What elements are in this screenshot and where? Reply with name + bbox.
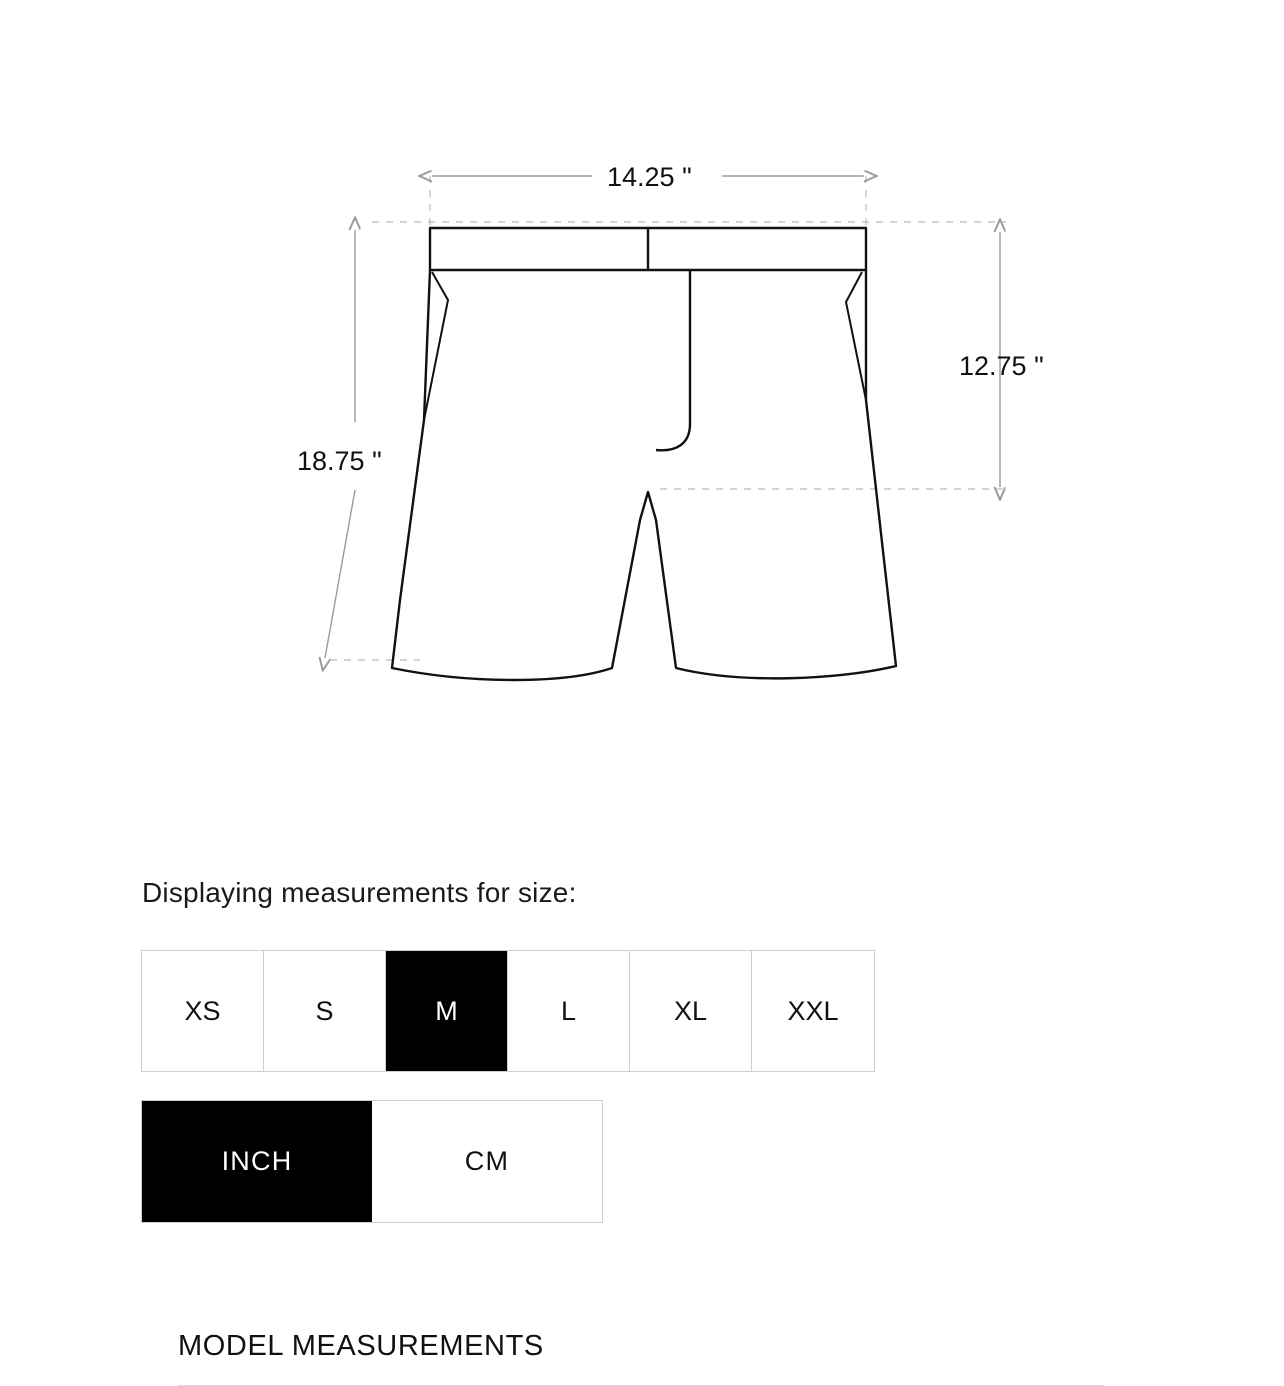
dimension-width-top-label: 14.25 " — [607, 162, 692, 192]
unit-toggle[interactable] — [141, 1100, 603, 1223]
dimension-length-label: 18.75 " — [297, 446, 382, 476]
dimension-length — [297, 230, 382, 658]
size-option-s[interactable]: S — [264, 951, 386, 1071]
guide-lines — [330, 176, 1006, 660]
size-selector[interactable] — [141, 950, 875, 1072]
model-measurements-heading: MODEL MEASUREMENTS — [178, 1330, 544, 1362]
unit-option-cm[interactable]: CM — [372, 1101, 602, 1222]
displaying-measurements-label: Displaying measurements for size: — [142, 877, 577, 908]
dimension-inseam-label: 12.75 " — [959, 351, 1044, 381]
unit-option-inch[interactable]: INCH — [142, 1101, 372, 1222]
dimension-width-top — [432, 162, 864, 192]
size-option-l[interactable]: L — [508, 951, 630, 1071]
dimension-inseam — [959, 232, 1044, 487]
size-option-m[interactable]: M — [386, 951, 508, 1071]
size-option-xs[interactable]: XS — [142, 951, 264, 1071]
size-option-xl[interactable]: XL — [630, 951, 752, 1071]
shorts-illustration — [392, 228, 896, 680]
size-option-xxl[interactable]: XXL — [752, 951, 874, 1071]
